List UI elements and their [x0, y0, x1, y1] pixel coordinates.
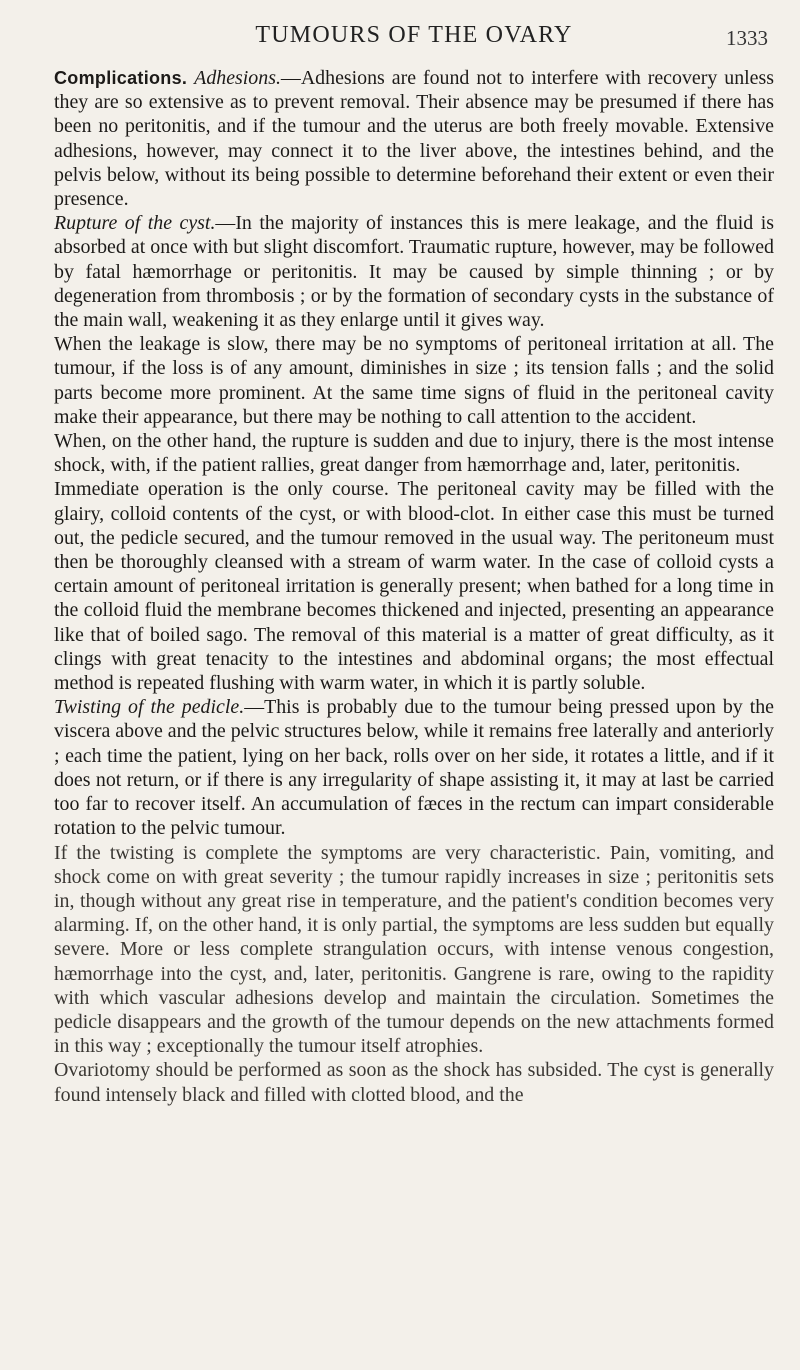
- running-title: TUMOURS OF THE OVARY: [255, 22, 573, 48]
- paragraph-twisting: [54, 695, 774, 840]
- body-text: [54, 66, 774, 1107]
- running-header: [54, 0, 774, 66]
- paragraph-complete-twisting: [54, 841, 774, 1059]
- paragraph-text: When, on the other hand, the rupture is sudden and due to injury, there is the most intense shock, with, if the patient rallies, great danger from hæmorrhage and, later, peritonitis.: [54, 430, 774, 477]
- paragraph-text: —In the majority of instances this is mere leakage, and the fluid is absorbed at once with but slight discomfort. Traumatic rupture, however, may be followed by fatal hæmorrhage or peritonitis. It may be caused by simple thinning ; or by degeneration from thrombosis ; or by the formation of secondary cysts in the substance of the main wall, weakening it as they enlarge until it gives way.: [54, 212, 774, 332]
- paragraph-sudden-rupture: [54, 429, 774, 477]
- paragraph-slow-leakage: [54, 332, 774, 429]
- paragraph-complications-adhesions: [54, 66, 774, 211]
- section-heading: Complications.: [54, 68, 188, 88]
- paragraph-text: If the twisting is complete the symptoms are very characteristic. Pain, vomiting, and shock come on with great severity ; the tumour rapidly increases in size ; peritonitis sets in, though without any great rise in temperature, and the patient's condition becomes very alarming. If, on the other hand, it is only partial, the symptoms are less sudden but equally severe. More or less complete strangulation occurs, with intense venous congestion, hæmorrhage into the cyst, and, later, peritonitis. Gangrene is rare, owing to the rapidity with which vascular adhesions develop and maintain the circulation. Sometimes the pedicle disappears and the growth of the tumour depends on the new attachments formed in this way ; exceptionally the tumour itself atrophies.: [54, 841, 774, 1058]
- subheading-adhesions: Adhesions.: [194, 67, 281, 89]
- book-page: [54, 0, 774, 1370]
- paragraph-ovariotomy: [54, 1058, 774, 1106]
- subheading-twisting: Twisting of the pedicle.: [54, 696, 245, 719]
- paragraph-rupture: [54, 211, 774, 332]
- paragraph-text: When the leakage is slow, there may be no symptoms of peritoneal irritation at all. The tumour, if the loss is of any amount, diminishes in size ; its tension falls ; and the solid parts become more prominent. At the same time signs of fluid in the peritoneal cavity make their appearance, but there may be nothing to call attention to the accident.: [54, 333, 774, 428]
- paragraph-text: Ovariotomy should be performed as soon as the shock has subsided. The cyst is generally found intensely black and filled with clotted blood, and the: [54, 1059, 774, 1106]
- paragraph-text: Immediate operation is the only course. The peritoneal cavity may be filled with the glairy, colloid contents of the cyst, or with blood-clot. In either case this must be turned out, the pedicle secured, and the tumour removed in the usual way. The peritoneum must then be thoroughly cleansed with a stream of warm water. In the case of colloid cysts a certain amount of peritoneal irritation is generally present; when bathed for a long time in the colloid fluid the membrane becomes thickened and injected, presenting an appearance like that of boiled sago. The removal of this material is a matter of great difficulty, as it clings with great tenacity to the intestines and abdominal organs; the most effectual method is repeated flushing with warm water, in which it is partly soluble.: [54, 478, 774, 695]
- subheading-rupture: Rupture of the cyst.: [54, 212, 216, 235]
- paragraph-text: —Adhesions are found not to interfere with recovery unless they are so extensive as to prevent removal. Their absence may be presumed if there has been no peritonitis, and if the tumour and the uterus are both freely movable. Extensive adhesions, however, may connect it to the liver above, the intestines behind, and the pelvis below, without its being possible to determine beforehand their extent or even their presence.: [54, 67, 774, 211]
- paragraph-text: —This is probably due to the tumour being pressed upon by the viscera above and the pelvic structures below, while it remains free laterally and anteriorly ; each time the patient, lying on her back, rolls over on her side, it rotates a little, and if it does not return, or if there is any irregularity of shape assisting it, it may at last be carried too far to recover itself. An accumulation of fæces in the rectum can impart considerable rotation to the pelvic tumour.: [54, 696, 775, 840]
- page-number: 1333: [726, 26, 768, 50]
- paragraph-immediate-operation: [54, 477, 774, 695]
